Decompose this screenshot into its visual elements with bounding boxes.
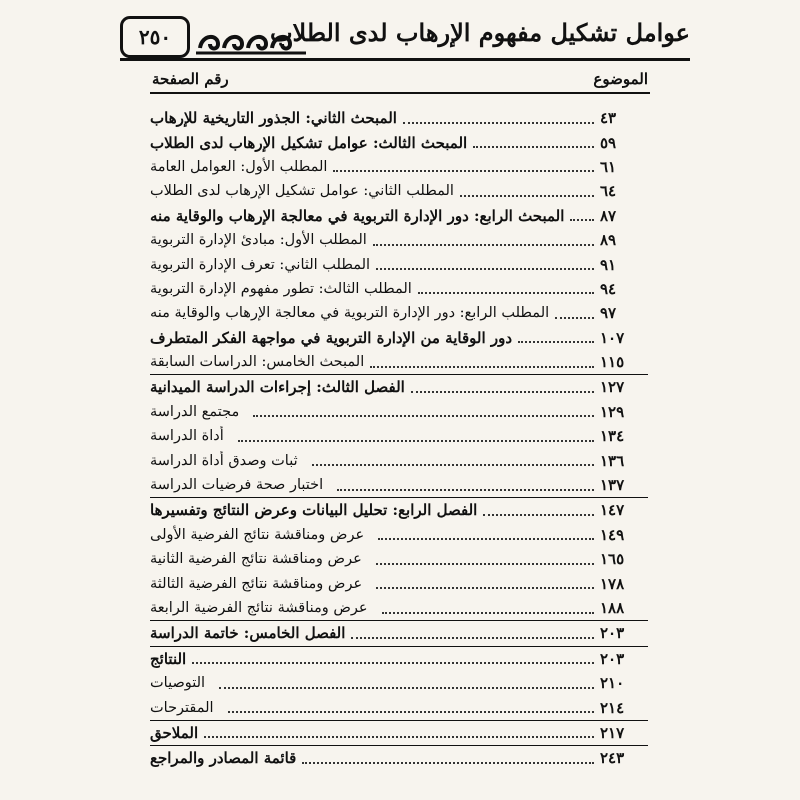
page-header bbox=[120, 16, 690, 60]
toc-entry-title: المطلب الأول: مبادئ الإدارة التربوية bbox=[150, 232, 367, 249]
toc-entry-page: ٨٧ bbox=[600, 206, 617, 225]
toc-entry-page: ١٧٨ bbox=[600, 574, 625, 593]
toc-entry-page: ٢٤٣ bbox=[600, 749, 625, 768]
column-header-page: رقم الصفحة bbox=[152, 70, 229, 88]
dot-leader bbox=[376, 586, 594, 589]
header-rule bbox=[120, 58, 690, 61]
dot-leader bbox=[418, 291, 594, 294]
toc-entry-page: ٦٤ bbox=[600, 182, 617, 201]
toc-entry[interactable] bbox=[150, 473, 648, 497]
dot-leader bbox=[228, 710, 594, 713]
toc-entry[interactable] bbox=[150, 647, 648, 671]
dot-leader bbox=[518, 340, 594, 343]
toc-entry-page: ٢٠٣ bbox=[600, 624, 625, 643]
toc-entry[interactable] bbox=[150, 448, 648, 472]
table-of-contents bbox=[150, 106, 648, 771]
dot-leader bbox=[333, 169, 594, 172]
toc-entry[interactable] bbox=[150, 523, 648, 547]
toc-entry[interactable] bbox=[150, 571, 648, 595]
toc-entry-page: ١٣٦ bbox=[600, 451, 625, 470]
toc-entry-title: اختبار صحة فرضيات الدراسة bbox=[150, 477, 324, 494]
toc-entry-title: عرض ومناقشة نتائج الفرضية الثالثة bbox=[150, 575, 363, 592]
dot-leader bbox=[411, 390, 594, 393]
toc-entry[interactable] bbox=[150, 621, 648, 645]
toc-entry-page: ٢١٠ bbox=[600, 674, 625, 693]
toc-entry[interactable] bbox=[150, 400, 648, 424]
dot-leader bbox=[238, 439, 594, 442]
toc-entry-page: ١٣٧ bbox=[600, 476, 625, 495]
toc-entry-title: عرض ومناقشة نتائج الفرضية الرابعة bbox=[150, 600, 368, 616]
toc-entry[interactable] bbox=[150, 155, 648, 179]
toc-entry-title: الفصل الثالث: إجراءات الدراسة الميدانية bbox=[150, 378, 405, 397]
dot-leader bbox=[555, 316, 594, 319]
toc-entry-page: ٢٠٣ bbox=[600, 649, 625, 668]
toc-entry-title: المطلب الأول: العوامل العامة bbox=[150, 158, 328, 175]
dot-leader bbox=[219, 686, 594, 689]
toc-entry-page: ١٤٩ bbox=[600, 525, 625, 544]
dot-leader bbox=[570, 218, 594, 221]
dot-leader bbox=[370, 365, 594, 368]
page-number: ٢٥٠ bbox=[120, 16, 190, 58]
toc-entry-title: المطلب الثاني: تعرف الإدارة التربوية bbox=[150, 256, 371, 273]
toc-entry[interactable] bbox=[150, 695, 648, 719]
toc-entry[interactable] bbox=[150, 179, 648, 203]
toc-entry-title: المبحث الرابع: دور الإدارة التربوية في معالجة الإرهاب والوقاية منه bbox=[150, 206, 565, 225]
toc-entry-page: ٢١٧ bbox=[600, 723, 625, 742]
dot-leader bbox=[460, 194, 594, 197]
toc-entry[interactable] bbox=[150, 746, 648, 770]
dot-leader bbox=[302, 761, 594, 764]
dot-leader bbox=[403, 121, 594, 124]
toc-entry-title: قائمة المصادر والمراجع bbox=[150, 749, 297, 768]
toc-entry-page: ٥٩ bbox=[600, 133, 617, 152]
running-title: عوامل تشكيل مفهوم الإرهاب لدى الطلاب bbox=[269, 18, 690, 47]
toc-entry-title: عرض ومناقشة نتائج الفرضية الأولى bbox=[150, 526, 365, 543]
dot-leader bbox=[337, 488, 594, 491]
toc-entry-title: أداة الدراسة bbox=[150, 428, 224, 445]
dot-leader bbox=[473, 145, 594, 148]
toc-entry-title: المبحث الخامس: الدراسات السابقة bbox=[150, 354, 365, 371]
toc-entry-page: ١٠٧ bbox=[600, 328, 625, 347]
toc-entry-title: دور الوقاية من الإدارة التربوية في مواجهة الفكر المتطرف bbox=[150, 328, 512, 347]
toc-entry-title: الملاحق bbox=[150, 723, 199, 742]
dot-leader bbox=[253, 414, 594, 417]
toc-entry[interactable] bbox=[150, 326, 648, 350]
toc-entry-title: مجتمع الدراسة bbox=[150, 403, 240, 420]
toc-entry-title: عرض ومناقشة نتائج الفرضية الثانية bbox=[150, 551, 362, 568]
toc-entry-page: ٨٩ bbox=[600, 231, 617, 250]
toc-entry-title: النتائج bbox=[150, 649, 187, 668]
toc-entry-page: ٢١٤ bbox=[600, 698, 625, 717]
toc-entry[interactable] bbox=[150, 252, 648, 276]
toc-entry-page: ٤٣ bbox=[600, 109, 617, 128]
column-header-rule bbox=[150, 92, 650, 94]
toc-entry-title: المقترحات bbox=[150, 699, 214, 716]
toc-entry-page: ١١٥ bbox=[600, 353, 625, 372]
toc-entry-page: ٩٧ bbox=[600, 304, 617, 323]
toc-entry-title: المطلب الثاني: عوامل تشكيل الإرهاب لدى الطلاب bbox=[150, 183, 454, 200]
toc-entry[interactable] bbox=[150, 547, 648, 571]
toc-entry[interactable] bbox=[150, 106, 648, 130]
toc-entry-page: ١٣٤ bbox=[600, 427, 625, 446]
toc-entry-page: ١٨٨ bbox=[600, 599, 625, 617]
toc-entry-title: المطلب الرابع: دور الإدارة التربوية في معالجة الإرهاب والوقاية منه bbox=[150, 305, 550, 322]
toc-entry[interactable] bbox=[150, 375, 648, 399]
toc-entry-title: المبحث الثالث: عوامل تشكيل الإرهاب لدى الطلاب bbox=[150, 133, 468, 152]
toc-entry-page: ١٢٩ bbox=[600, 402, 625, 421]
toc-entry-title: الفصل الخامس: خاتمة الدراسة bbox=[150, 624, 346, 643]
toc-entry-page: ٩٤ bbox=[600, 279, 617, 298]
dot-leader bbox=[483, 513, 594, 516]
toc-entry-title: الفصل الرابع: تحليل البيانات وعرض النتائج وتفسيرها bbox=[150, 501, 478, 520]
toc-entry[interactable] bbox=[150, 596, 648, 620]
dot-leader bbox=[382, 611, 594, 614]
toc-entry[interactable] bbox=[150, 350, 648, 374]
toc-entry[interactable] bbox=[150, 130, 648, 154]
toc-entry-page: ٦١ bbox=[600, 157, 617, 176]
toc-entry-page: ٩١ bbox=[600, 255, 617, 274]
toc-entry[interactable] bbox=[150, 204, 648, 228]
dot-leader bbox=[373, 243, 594, 246]
toc-entry-page: ١٤٧ bbox=[600, 501, 625, 520]
toc-entry[interactable] bbox=[150, 277, 648, 301]
dot-leader bbox=[378, 537, 594, 540]
dot-leader bbox=[204, 735, 594, 738]
dot-leader bbox=[192, 661, 594, 664]
toc-entry[interactable] bbox=[150, 301, 648, 325]
toc-entry-title: التوصيات bbox=[150, 675, 206, 692]
toc-entry-page: ١٢٧ bbox=[600, 378, 625, 397]
dot-leader bbox=[312, 463, 594, 466]
toc-entry[interactable] bbox=[150, 228, 648, 252]
toc-entry-title: ثبات وصدق أداة الدراسة bbox=[150, 452, 298, 469]
toc-entry-title: المبحث الثاني: الجذور التاريخية للإرهاب bbox=[150, 109, 397, 128]
toc-entry[interactable] bbox=[150, 424, 648, 448]
toc-entry-page: ١٦٥ bbox=[600, 550, 625, 569]
toc-entry[interactable] bbox=[150, 721, 648, 745]
dot-leader bbox=[351, 636, 594, 639]
toc-entry[interactable] bbox=[150, 671, 648, 695]
dot-leader bbox=[376, 562, 594, 565]
toc-entry[interactable] bbox=[150, 498, 648, 522]
toc-entry-title: المطلب الثالث: تطور مفهوم الإدارة التربوية bbox=[150, 280, 412, 297]
column-header-topic: الموضوع bbox=[593, 70, 648, 88]
dot-leader bbox=[376, 267, 594, 270]
